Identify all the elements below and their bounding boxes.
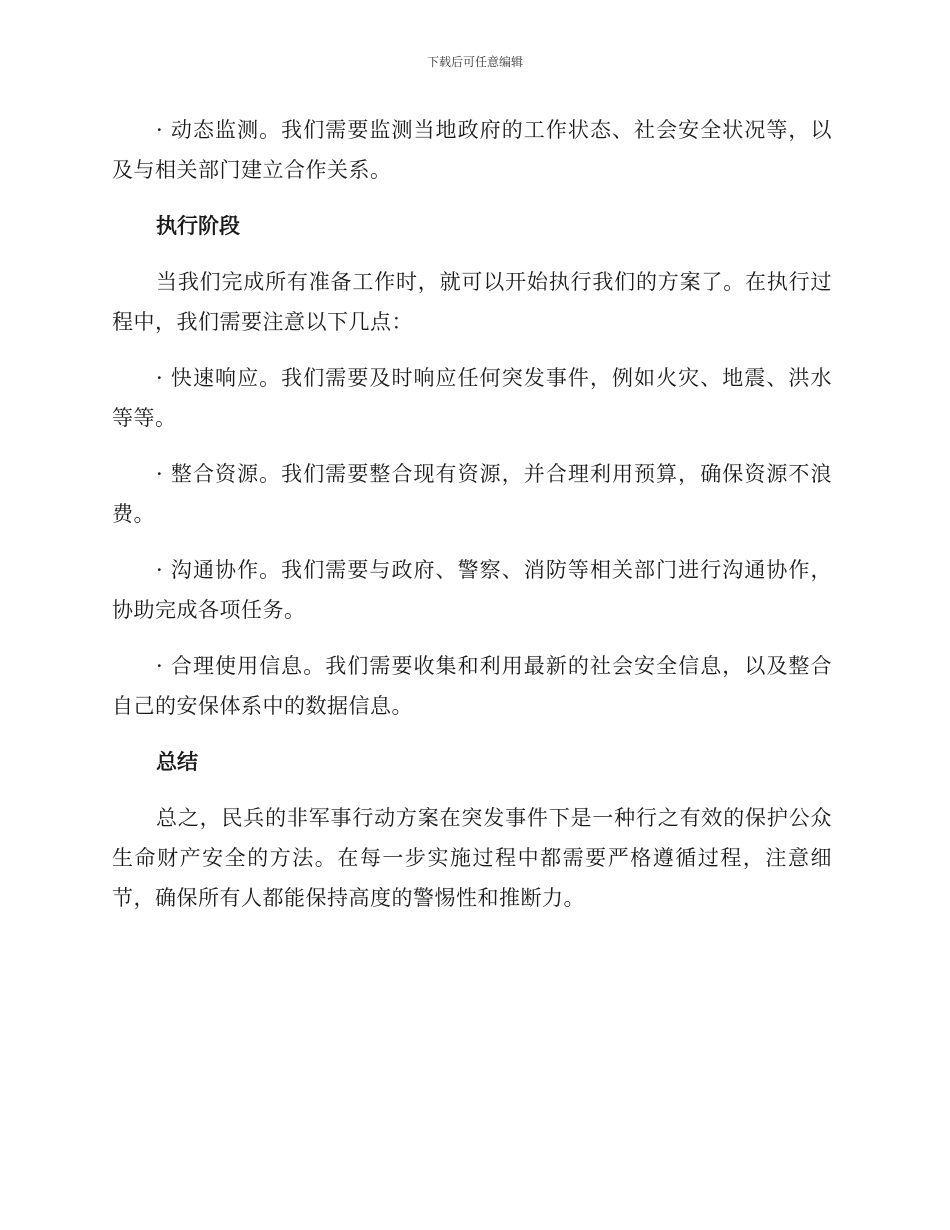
bullet-information-use: · 合理使用信息。我们需要收集和利用最新的社会安全信息，以及整合自己的安保体系中的数据信息。 bbox=[112, 654, 832, 718]
document-body bbox=[112, 110, 832, 934]
bullet-communication: · 沟通协作。我们需要与政府、警察、消防等相关部门进行沟通协作，协助完成各项任务。 bbox=[112, 558, 832, 622]
paragraph-summary: 总之，民兵的非军事行动方案在突发事件下是一种行之有效的保护公众生命财产安全的方法。在每一步实施过程中都需要严格遵循过程，注意细节，确保所有人都能保持高度的警惕性和推断力。 bbox=[112, 806, 832, 910]
bullet-rapid-response: · 快速响应。我们需要及时响应任何突发事件，例如火灾、地震、洪水等等。 bbox=[112, 366, 832, 430]
bullet-dynamic-monitoring: · 动态监测。我们需要监测当地政府的工作状态、社会安全状况等，以及与相关部门建立合作关系。 bbox=[112, 118, 832, 182]
header-note: 下载后可任意编辑 bbox=[426, 55, 523, 69]
bullet-integrate-resources: · 整合资源。我们需要整合现有资源，并合理利用预算，确保资源不浪费。 bbox=[112, 462, 832, 526]
paragraph-execution-intro: 当我们完成所有准备工作时，就可以开始执行我们的方案了。在执行过程中，我们需要注意以下几点： bbox=[112, 270, 832, 334]
heading-summary: 总结 bbox=[156, 750, 198, 774]
heading-execution-phase: 执行阶段 bbox=[156, 214, 240, 238]
